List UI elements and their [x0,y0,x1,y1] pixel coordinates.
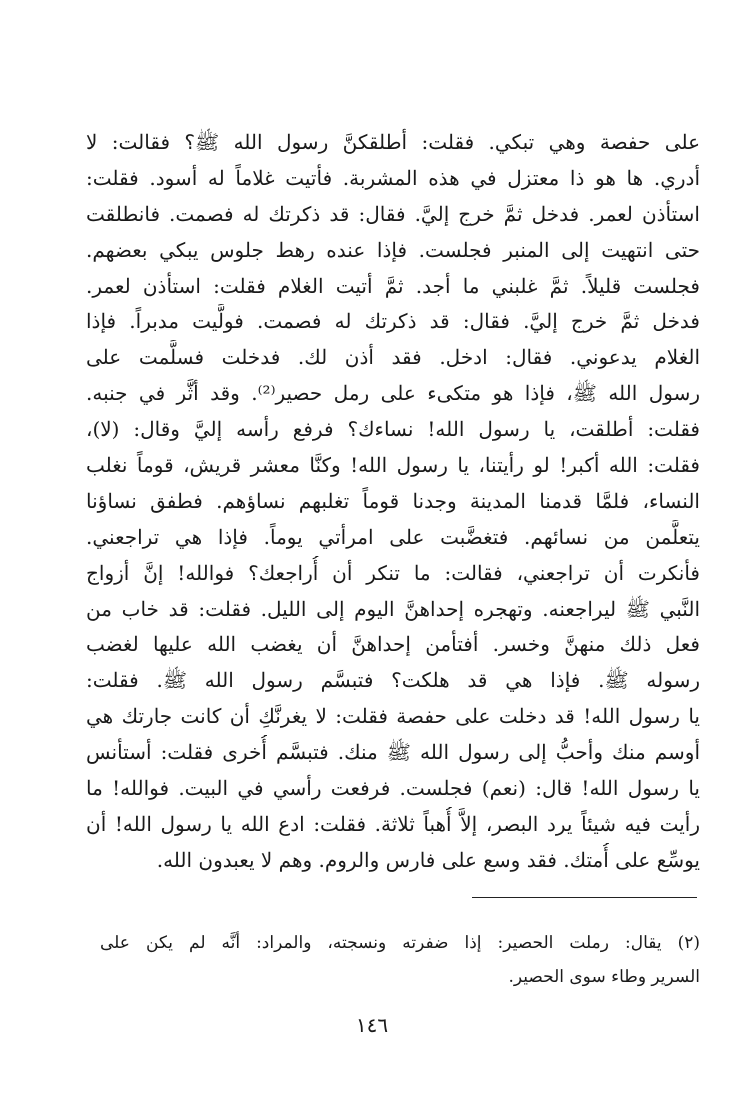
text-line: فدخل ثمَّ خرج إليَّ. فقال: قد ذكرتك له فصمت. فولَّيت مدبراً. فإذا [86,309,700,334]
text-line: الغلام يدعوني. فقال: ادخل. فقد أذن لك. فدخلت فسلَّمت على [86,345,700,370]
text-line: يا رسول الله! قال: (نعم) فجلست. فرفعت رأسي في البيت. فوالله! ما [86,776,700,801]
text-line: أوسم منك وأحبُّ إلى رسول الله ﷺ منك. فتبسَّم أُخرى فقلت: أستأنس [86,740,700,765]
text-line: رأيت فيه شيئاً يرد البصر، إلاَّ أُهباً ثلاثة. فقلت: ادع الله يا رسول الله! أن [86,811,700,836]
text-line: يتعلَّمن من نسائهم. فتغضَّبت على امرأتي يوماً. فإذا هي تراجعني. [86,524,700,549]
page-number: ١٤٦ [355,1013,389,1037]
text-line: أدري. ها هو ذا معتزل في هذه المشربة. فأتيت غلاماً له أسود. فقلت: [86,165,700,190]
footnote-block [100,926,700,994]
text-line: رسوله ﷺ. فإذا هي قد هلكت؟ فتبسَّم رسول الله ﷺ. فقلت: [86,668,700,693]
text-line: حتى انتهيت إلى المنبر فجلست. فإذا عنده رهط جلوس يبكي بعضهم. [86,237,700,262]
text-line: فقلت: أطلقت، يا رسول الله! نساءك؟ فرفع رأسه إليَّ وقال: (لا)، [86,417,700,442]
text-line: فأنكرت أن تراجعني، فقالت: ما تنكر أن أُراجعك؟ فوالله! إنَّ أزواج [86,560,700,585]
text-line: فقلت: الله أكبر! لو رأيتنا، يا رسول الله! وكنَّا معشر قريش، قوماً نغلب [86,453,700,478]
main-text-block [86,125,700,879]
text-line: النَّبي ﷺ ليراجعنه. وتهجره إحداهنَّ اليوم إلى الليل. فقلت: قد خاب من [86,596,700,621]
footnote-divider [472,897,697,898]
text-line: رسول الله ﷺ، فإذا هو متكىء على رمل حصير⁽²⁾. وقد أثَّر في جنبه. [86,381,700,406]
text-line: فعل ذلك منهنَّ وخسر. أفتأمن إحداهنَّ أن يغضب الله عليها لغضب [86,632,700,657]
text-line: على حفصة وهي تبكي. فقلت: أطلقكنَّ رسول الله ﷺ؟ فقالت: لا [86,130,700,154]
footnote-line: السرير وطاء سوى الحصير. [508,967,700,987]
text-line: فجلست قليلاً. ثمَّ غلبني ما أجد. ثمَّ أتيت الغلام فقلت: استأذن لعمر. [86,273,700,298]
text-line: استأذن لعمر. فدخل ثمَّ خرج إليَّ. فقال: قد ذكرتك له فصمت. فانطلقت [86,201,700,226]
text-line: النساء، فلمَّا قدمنا المدينة وجدنا قوماً تغلبهم نساؤهم. فطفق نساؤنا [86,488,700,513]
footnote-line: (٢) يقال: رملت الحصير: إذا ضفرته ونسجته، والمراد: أنَّه لم يكن على [100,933,700,953]
text-line: يا رسول الله! قد دخلت على حفصة فقلت: لا يغرنَّكِ أن كانت جارتك هي [86,704,700,729]
text-line: يوسِّع على أُمتك. فقد وسع على فارس والروم. وهم لا يعبدون الله. [156,847,700,872]
